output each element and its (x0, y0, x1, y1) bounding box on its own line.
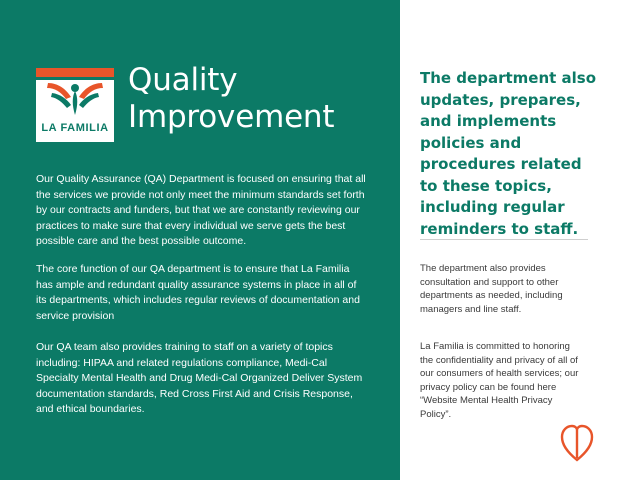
logo-bird-icon (44, 81, 106, 121)
horizontal-divider (420, 239, 588, 240)
right-column-heading: The department also updates, prepares, and implements policies and procedures related to these topics, including regular reminders to staff. (420, 69, 597, 238)
la-familia-logo-icon (36, 68, 114, 142)
left-paragraph-2: The core function of our QA department is to ensure that La Familia has ample and redundant quality assurance systems in place in all of its departments, which includes regular reviews of documentation and service provision (36, 263, 360, 322)
left-paragraph-3: Our QA team also provides training to staff on a variety of topics including: HIPAA and related regulations compliance, Medi-Cal Specialty Mental Health and Drug Medi-Cal Organized Deliver System documentation standards, Red Cross First Aid and Crisis Response, and ethical boundaries. (36, 341, 363, 415)
left-content-area (36, 0, 372, 480)
right-column (420, 0, 597, 480)
logo-white-block (36, 80, 114, 142)
heart-icon (560, 424, 594, 462)
page-title (128, 62, 378, 136)
logo-wordmark: LA FAMILIA (41, 122, 109, 134)
right-paragraph-2: La Familia is committed to honoring the confidentiality and privacy of all of our consumers of health services; our privacy policy can be found here “Website Mental Health Privacy Policy”. (420, 341, 579, 420)
logo-orange-bar (36, 68, 114, 77)
page-title-line1: Quality (128, 62, 238, 98)
right-paragraph-1: The department also provides consultation and support to other departments as needed, including managers and line staff. (420, 263, 563, 315)
left-paragraph-1: Our Quality Assurance (QA) Department is focused on ensuring that all the services we provide not only meet the minimum standards set forth by our contracts and funders, but that we are constantly reviewing our practices to make sure that every individual we serve gets the best possible care and the best possible outcome. (36, 173, 366, 247)
document-header (36, 62, 372, 146)
page-title-line2: Improvement (128, 99, 335, 135)
